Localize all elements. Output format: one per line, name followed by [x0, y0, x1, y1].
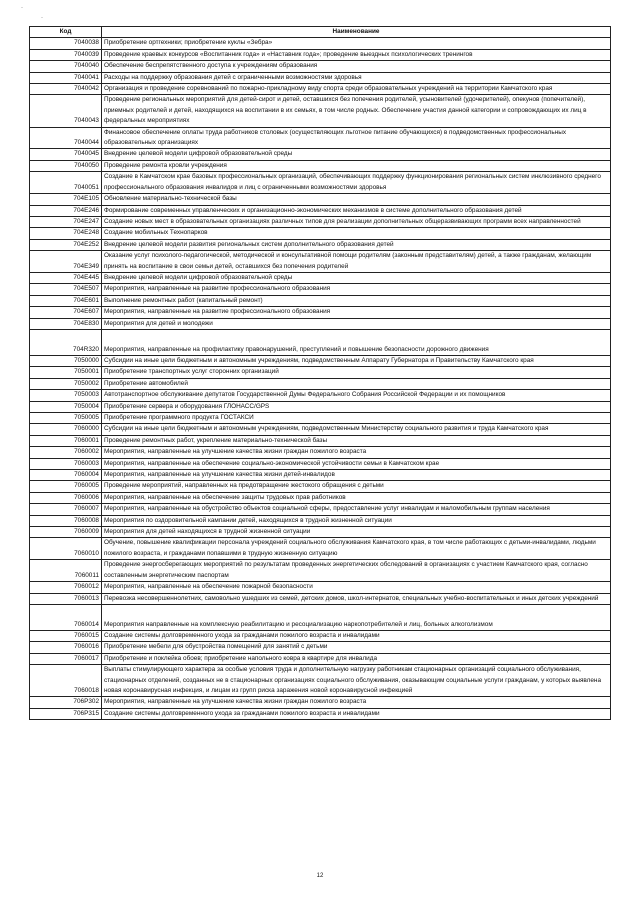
table-row: [30, 604, 611, 630]
table-row: [30, 481, 611, 492]
row-code: 7060001: [30, 435, 102, 446]
table-row: [30, 216, 611, 227]
table-row: [30, 458, 611, 469]
row-code: 7060004: [30, 470, 102, 481]
row-name: Проведение мероприятий, направленных на предотвращение жестокого обращения с детьми: [102, 481, 611, 492]
table-row: [30, 697, 611, 708]
row-code: 704E607: [30, 307, 102, 318]
row-name: Автотранспортное обслуживание депутатов Государственной Думы Федерального Собрания Российской Федерации и их помощников: [102, 390, 611, 401]
row-code: 7060005: [30, 481, 102, 492]
row-name: Внедрение целевой модели развития региональных систем дополнительного образования детей: [102, 239, 611, 250]
row-name: Приобретение ортгехники; приобретение куклы «Зебра»: [102, 38, 611, 49]
table-row: [30, 194, 611, 205]
row-name: Финансовое обеспечение оплаты труда работников столовых (осуществляющих льготное питание обучающихся) в подведомственных профессиональных образовательных организациях: [102, 127, 611, 149]
row-name: Приобретение программного продукта ГОСТАКСИ: [102, 413, 611, 424]
table-row: [30, 84, 611, 95]
row-code: 704R320: [30, 329, 102, 355]
table-row: [30, 38, 611, 49]
table-row: [30, 239, 611, 250]
row-code: 7040044: [30, 127, 102, 149]
table-row: [30, 424, 611, 435]
row-code: 7060010: [30, 538, 102, 560]
row-name: Внедрение целевой модели цифровой образовательной среды: [102, 149, 611, 160]
table-row: [30, 61, 611, 72]
row-code: 7060003: [30, 458, 102, 469]
row-code: 7040050: [30, 160, 102, 171]
table-row: [30, 527, 611, 538]
table-row: [30, 515, 611, 526]
row-code: 7060011: [30, 560, 102, 582]
table-row: [30, 665, 611, 697]
row-code: 7060018: [30, 665, 102, 697]
row-code: 704E246: [30, 205, 102, 216]
row-code: 7050004: [30, 401, 102, 412]
row-name: Мероприятия, направленные на улучшение качества жизни детей-инвалидов: [102, 470, 611, 481]
row-code: 7040045: [30, 149, 102, 160]
table-row: [30, 708, 611, 719]
row-name: Выполнение ремонтных работ (капитальный ремонт): [102, 295, 611, 306]
row-name: Мероприятия, направленные на обеспечение защиты трудовых прав работников: [102, 492, 611, 503]
row-name: Проведение энергосберегающих мероприятий по результатам проведенных энергетических обследований в организациях с участием Камчатского края, согласно составленным энергетическим паспортам: [102, 560, 611, 582]
row-name: Создание системы долговременного ухода за гражданами пожилого возраста и инвалидами: [102, 708, 611, 719]
table-row: [30, 127, 611, 149]
table-row: [30, 251, 611, 273]
row-name: Создание в Камчатском крае базовых профессиональных организаций, обеспечивающих поддержку функционирования региональных систем инклюзивного среднего профессионального образования инвалидов и лиц с ограниченными возможностями здоровья: [102, 172, 611, 194]
row-code: 7060013: [30, 593, 102, 604]
table-row: [30, 630, 611, 641]
row-name: Мероприятия по оздоровительной кампании детей, находящихся в трудной жизненной ситуации: [102, 515, 611, 526]
row-code: 704E445: [30, 272, 102, 283]
row-name: Мероприятия, направленные на профилактику правонарушений, преступлений и повышение безопасности дорожного движения: [102, 329, 611, 355]
table-header-row: [30, 27, 611, 38]
row-name: Оказание услуг психолого-педагогической, методической и консультативной помощи родителям (законным представителям) детей, а также гражданам, желающим принять на воспитание в свои семьи детей, оставшихся без попечения родителей: [102, 251, 611, 273]
table-body: [30, 38, 611, 720]
row-name: Приобретение и поклейка обоев; приобретение напольного ковра в квартире для инвалида: [102, 653, 611, 664]
row-name: Проведение ремонта кровли учреждения: [102, 160, 611, 171]
row-name: Организация и проведение соревнований по пожарно-прикладному виду спорта среди образовательных учреждений на территории Камчатского края: [102, 84, 611, 95]
row-name: Выплаты стимулирующего характера за особые условия труда и дополнительную нагрузку работникам стационарных организаций социального обслуживания, стационарных отделений, созданных не в стационарных организациях социального обслуживания, оказывающим социальные услуги гражданам, у которых выявлена новая коронавирусная инфекция, и лицам из групп риска заражения новой коронавирусной инфекцией: [102, 665, 611, 697]
row-code: 704E830: [30, 318, 102, 329]
row-code: 7040038: [30, 38, 102, 49]
row-code: 7060006: [30, 492, 102, 503]
row-name: Обновление материально-технической базы: [102, 194, 611, 205]
row-name: Субсидии на иные цели бюджетным и автономным учреждениям, подведомственным Министерству социального развития и труда Камчатского края: [102, 424, 611, 435]
row-name: Мероприятия, направленные на развитие профессионального образования: [102, 307, 611, 318]
row-code: 7060015: [30, 630, 102, 641]
row-name: Создание мобильных Технопарков: [102, 228, 611, 239]
table-row: [30, 205, 611, 216]
row-name: Мероприятия, направленные на обеспечение пожарной безопасности: [102, 582, 611, 593]
row-code: 7060012: [30, 582, 102, 593]
row-name: Мероприятия направленные на комплексную реабилитацию и ресоциализацию наркопотребителей и лиц, больных алкоголизмом: [102, 604, 611, 630]
table-row: [30, 593, 611, 604]
table-row: [30, 284, 611, 295]
row-name: Перевозка несовершеннолетних, самовольно ушедших из семей, детских домов, школ-интернатов, специальных учебно-воспитательных и иных детских учреждений: [102, 593, 611, 604]
row-name: Проведение краевых конкурсов «Воспитанник года» и «Наставник года»; проведение выездных психологических тренингов: [102, 49, 611, 60]
table-row: [30, 447, 611, 458]
row-name: Мероприятия, направленные на обустройство объектов социальной сферы, предоставление услуг инвалидам и маломобильным группам населения: [102, 504, 611, 515]
row-code: 704E105: [30, 194, 102, 205]
row-name: Создание системы долговременного ухода за гражданами пожилого возраста и инвалидами: [102, 630, 611, 641]
table-row: [30, 560, 611, 582]
table-row: [30, 228, 611, 239]
row-name: Внедрение целевой модели цифровой образовательной среды: [102, 272, 611, 283]
row-code: 7050003: [30, 390, 102, 401]
table-row: [30, 172, 611, 194]
row-code: 7060014: [30, 604, 102, 630]
row-name: Мероприятия для детей и молодежи: [102, 318, 611, 329]
row-code: 706P315: [30, 708, 102, 719]
row-code: 7060008: [30, 515, 102, 526]
table-row: [30, 72, 611, 83]
table-row: [30, 149, 611, 160]
row-name: Мероприятия, направленные на развитие профессионального образования: [102, 284, 611, 295]
row-name: Мероприятия, направленные на обеспечение социально-экономической устойчивости семьи в Камчатском крае: [102, 458, 611, 469]
table-row: [30, 329, 611, 355]
row-name: Обеспечение беспрепятственного доступа к учреждениям образования: [102, 61, 611, 72]
header-name: Наименование: [102, 27, 611, 38]
row-code: 704E507: [30, 284, 102, 295]
row-code: 7040040: [30, 61, 102, 72]
row-code: 7060007: [30, 504, 102, 515]
table-row: [30, 582, 611, 593]
row-code: 7050000: [30, 355, 102, 366]
table-row: [30, 295, 611, 306]
table-row: [30, 653, 611, 664]
row-name: Приобретение транспортных услуг сторонних организаций: [102, 367, 611, 378]
row-name: Субсидии на иные цели бюджетным и автономным учреждениям, подведомственным Аппарату Губернатора и Правительству Камчатского края: [102, 355, 611, 366]
table-row: [30, 355, 611, 366]
row-code: 704E601: [30, 295, 102, 306]
header-code: Код: [30, 27, 102, 38]
row-code: 706P302: [30, 697, 102, 708]
row-code: 704E252: [30, 239, 102, 250]
row-name: Проведение региональных мероприятий для детей-сирот и детей, оставшихся без попечения родителей, усыновителей (удочерителей), опекунов (попечителей), приемных родителей и детей, находящихся на воспитании в их семьях, в том числе родных. Обеспечение участия данной категории и сопровождающих их лиц в федеральных мероприятиях: [102, 95, 611, 127]
scan-mark: ·: [41, 15, 43, 21]
table-row: [30, 435, 611, 446]
row-code: 7040051: [30, 172, 102, 194]
table-row: [30, 470, 611, 481]
row-name: Приобретение сервера и оборудования ГЛОНАСС/GPS: [102, 401, 611, 412]
row-name: Формирование современных управленческих и организационно-экономических механизмов в системе дополнительного образования детей: [102, 205, 611, 216]
row-code: 7040041: [30, 72, 102, 83]
row-name: Проведение ремонтных работ, укрепление материально-технической базы: [102, 435, 611, 446]
table-row: [30, 378, 611, 389]
row-code: 7040043: [30, 95, 102, 127]
row-code: 7060016: [30, 642, 102, 653]
table-row: [30, 390, 611, 401]
table-row: [30, 492, 611, 503]
row-code: 704E349: [30, 251, 102, 273]
row-code: 7040039: [30, 49, 102, 60]
table-row: [30, 504, 611, 515]
budget-codes-table: [29, 26, 611, 720]
page-number: 12: [316, 873, 324, 879]
table-row: [30, 272, 611, 283]
table-row: [30, 49, 611, 60]
table-row: [30, 642, 611, 653]
row-name: Обучение, повышение квалификации персонала учреждений социального обслуживания Камчатского края, в том числе работающих с детьми-инвалидами, людьми пожилого возраста, и гражданами попавшими в трудную жизненную ситуацию: [102, 538, 611, 560]
row-name: Мероприятия, направленные на улучшение качества жизни граждан пожилого возраста: [102, 697, 611, 708]
row-code: 704E247: [30, 216, 102, 227]
row-name: Создание новых мест в образовательных организациях различных типов для реализации дополнительных общеразвивающих программ всех направленностей: [102, 216, 611, 227]
table-row: [30, 401, 611, 412]
table-row: [30, 95, 611, 127]
row-code: 7050002: [30, 378, 102, 389]
table-row: [30, 318, 611, 329]
table-row: [30, 538, 611, 560]
table-row: [30, 307, 611, 318]
row-name: Приобретение мебели для обустройства помещений для занятий с детьми: [102, 642, 611, 653]
row-code: 7060000: [30, 424, 102, 435]
row-code: 7060009: [30, 527, 102, 538]
row-code: 7050001: [30, 367, 102, 378]
row-code: 7040042: [30, 84, 102, 95]
table-row: [30, 367, 611, 378]
row-code: 704E248: [30, 228, 102, 239]
row-name: Мероприятия, направленные на улучшение качества жизни граждан пожилого возраста: [102, 447, 611, 458]
row-name: Расходы на поддержку образования детей с ограниченными возможностями здоровья: [102, 72, 611, 83]
row-name: Мероприятия для детей находящихся в трудной жизненной ситуации: [102, 527, 611, 538]
row-code: 7060017: [30, 653, 102, 664]
table-row: [30, 160, 611, 171]
row-name: Приобретение автомобилей: [102, 378, 611, 389]
table-row: [30, 413, 611, 424]
scan-mark: ·: [21, 5, 23, 11]
row-code: 7050005: [30, 413, 102, 424]
row-code: 7060002: [30, 447, 102, 458]
